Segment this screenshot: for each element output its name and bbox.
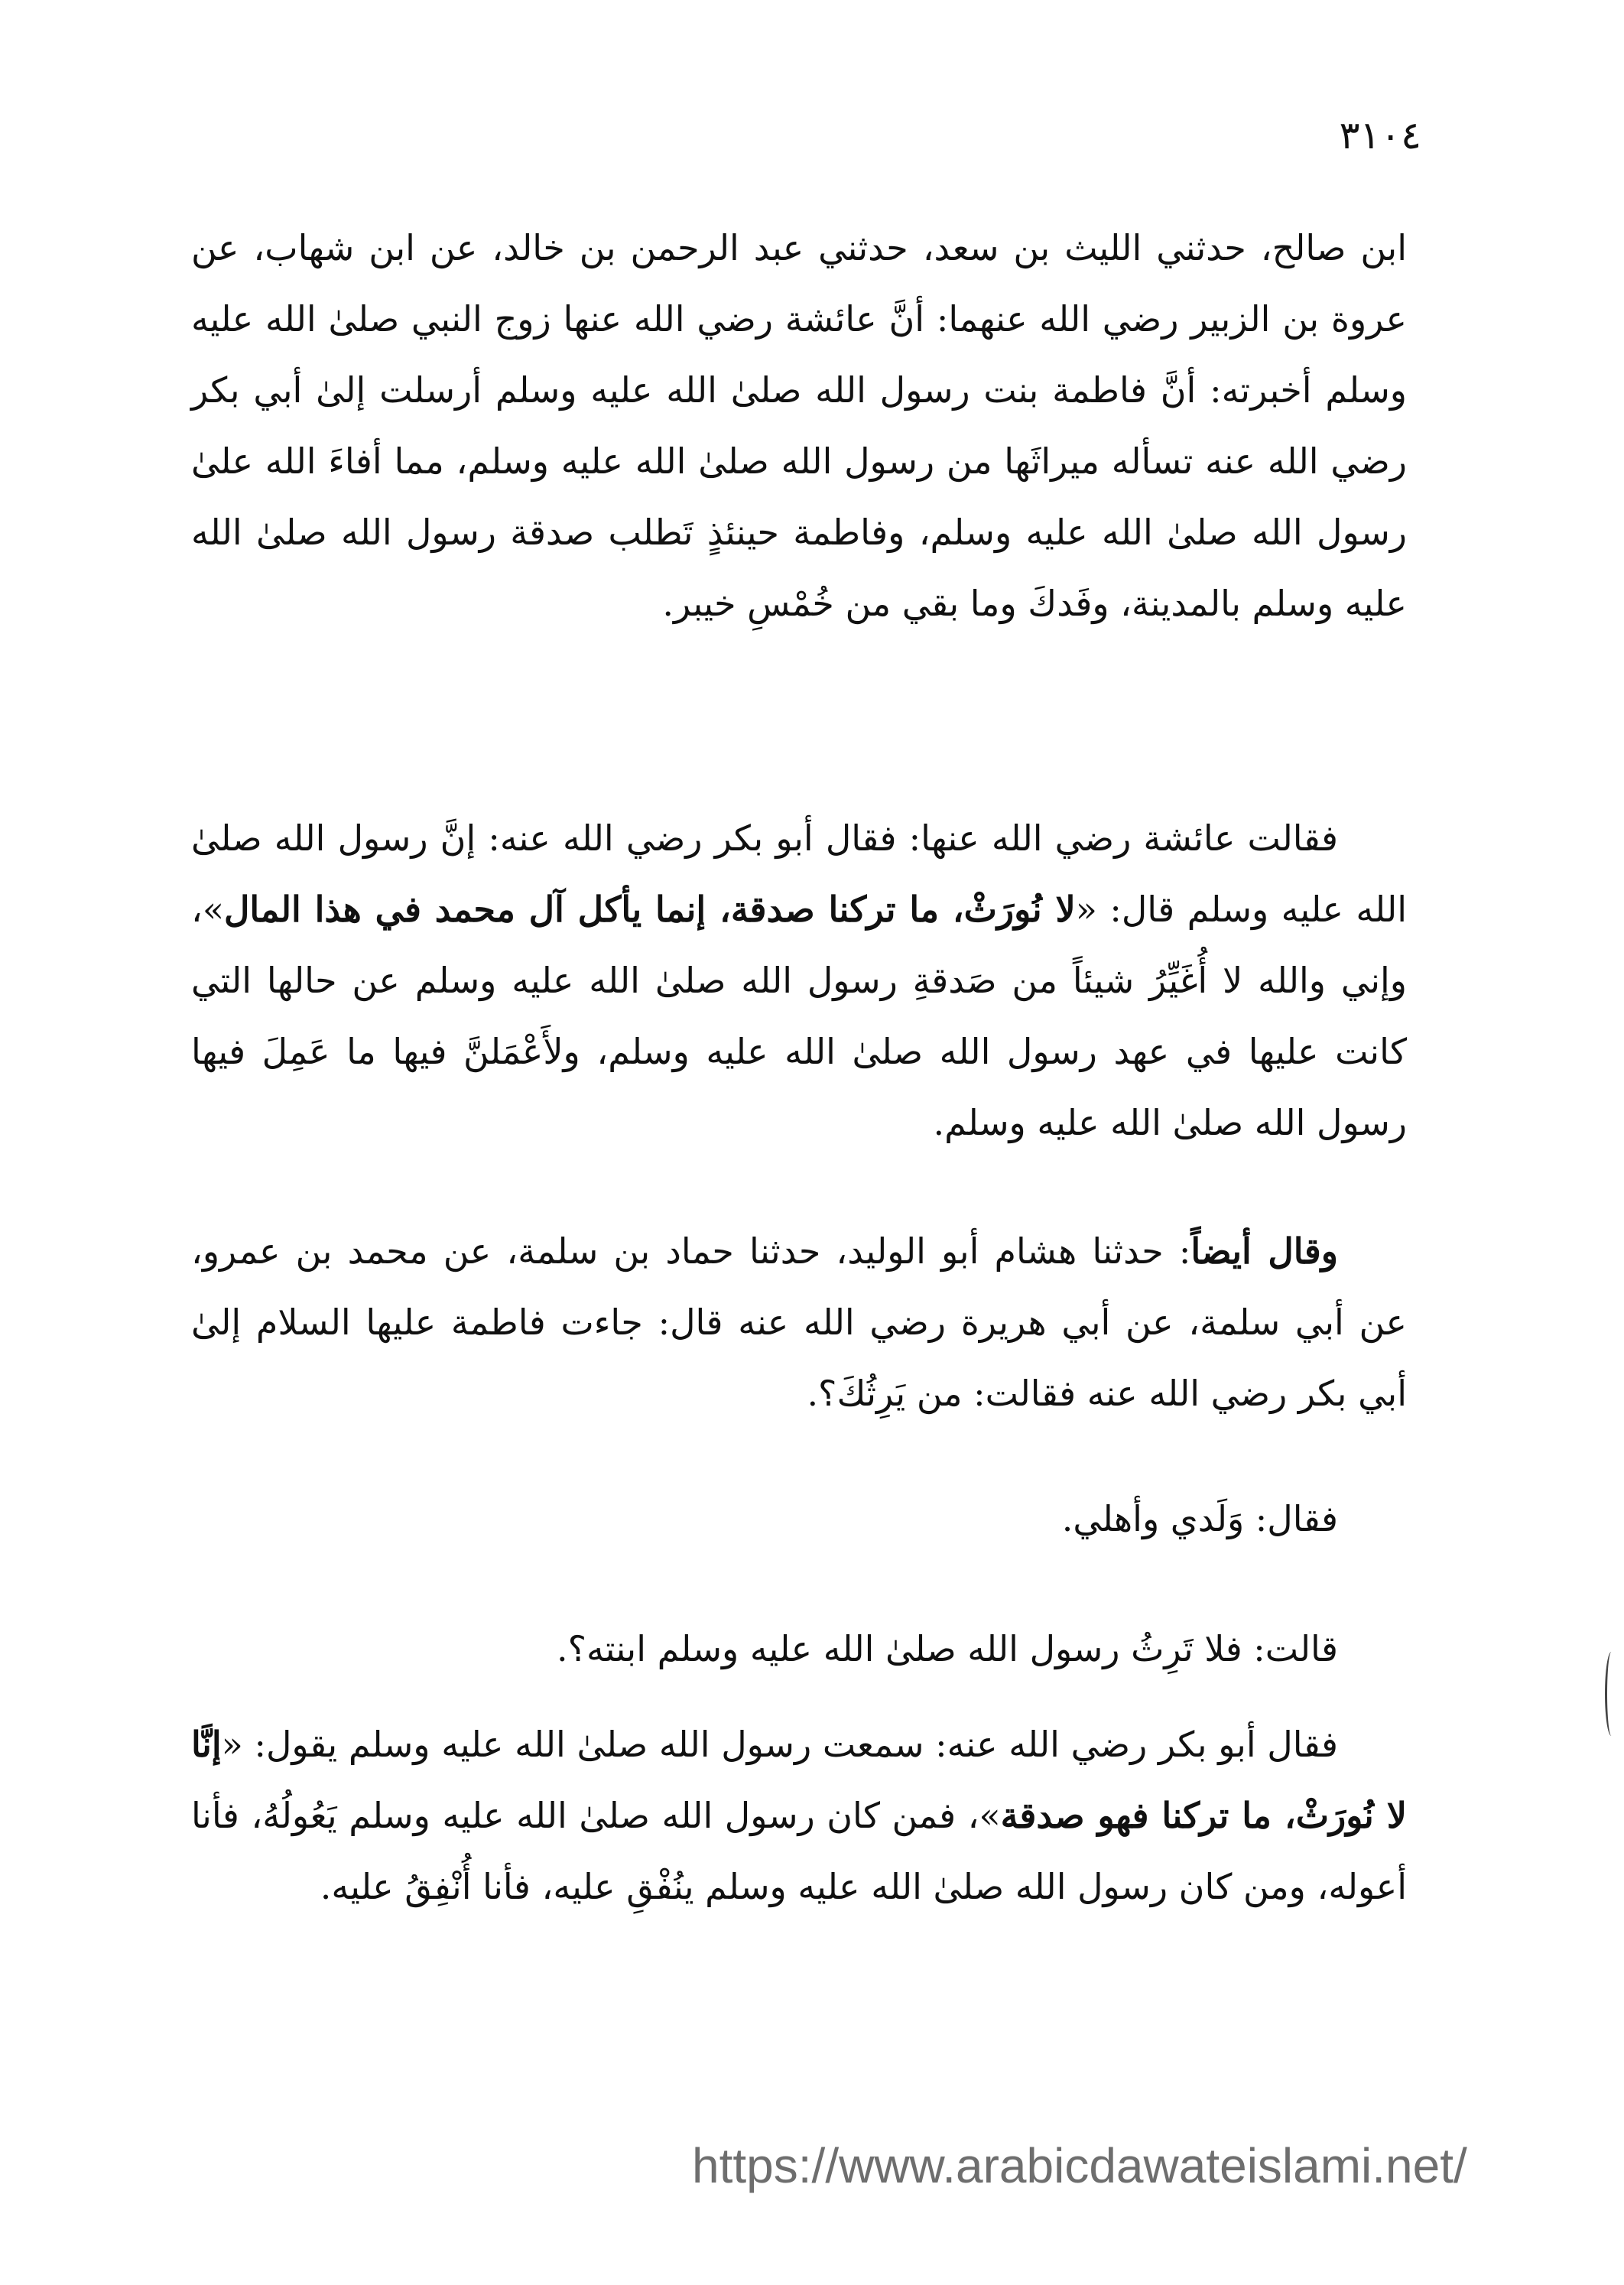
paragraph-second-narration [191, 1216, 1407, 1429]
text-segment: فقال أبو بكر رضي الله عنه: سمعت رسول الله صلىٰ الله عليه وسلم يقول: « [221, 1724, 1338, 1765]
paragraph-reply-family [191, 1484, 1407, 1555]
text-segment: »، فمن كان رسول الله صلىٰ الله عليه وسلم يَعُولُهُ، فأنا أعوله، ومن كان رسول الله صلىٰ الله عليه وسلم ينُفْقِ عليه، فأنا أُنْفِقُ عليه. [191, 1795, 1407, 1907]
paragraph-abu-bakr-reply [191, 803, 1407, 1159]
paragraph-fatima-question [191, 1614, 1407, 1685]
hadith-quote-bold: لا نُورَثْ، ما تركنا صدقة، إنما يأكل آل محمد في هذا المال [224, 889, 1076, 930]
paragraph-text: قالت: فلا تَرِثُ رسول الله صلىٰ الله عليه وسلم ابنته؟. [556, 1628, 1338, 1669]
watermark-url: https://www.arabicdawateislami.net/ [692, 2138, 1467, 2193]
text-segment: : حدثنا هشام أبو الوليد، حدثنا حماد بن سلمة، عن محمد بن عمرو، عن أبي سلمة، عن أبي هريرة رضي الله عنه قال: جاءت فاطمة عليها السلام إلىٰ أبي بكر رضي الله عنه فقالت: من يَرِثُكَ؟. [191, 1230, 1407, 1414]
heading-bold-phrase: وقال أيضاً [1190, 1230, 1338, 1272]
paragraph-text: ابن صالح، حدثني الليث بن سعد، حدثني عبد الرحمن بن خالد، عن ابن شهاب، عن عروة بن الزبير رضي الله عنهما: أنَّ عائشة رضي الله عنها زوج النبي صلىٰ الله عليه وسلم أخبرته: أنَّ فاطمة بنت رسول الله صلىٰ الله عليه وسلم أرسلت إلىٰ أبي بكر رضي الله عنه تسأله ميراثَها من رسول الله صلىٰ الله عليه وسلم، مما أفاءَ الله علىٰ رسول الله صلىٰ الله عليه وسلم، وفاطمة حينئذٍ تَطلب صدقة رسول الله صلىٰ الله عليه وسلم بالمدينة، وفَدكَ وما بقي من خُمْسِ خيبر. [191, 227, 1407, 624]
paragraph-abu-bakr-final [191, 1709, 1407, 1923]
text-segment: فقالت عائشة رضي الله عنها: فقال أبو بكر رضي الله عنه: إنَّ رسول الله صلىٰ الله عليه وسلم قال: « [191, 817, 1408, 930]
hadith-quote-bold: إنَّا لا نُورَثْ، ما تركنا فهو صدقة [191, 1724, 1408, 1836]
paragraph-text: فقال: وَلَدي وأهلي. [1061, 1498, 1338, 1539]
page-number: ٣١٠٤ [1339, 113, 1421, 158]
page-edge-mark [1605, 1652, 1618, 1736]
paragraph-text [191, 1216, 1407, 1429]
paragraph-text [191, 1709, 1407, 1923]
paragraph-text [191, 803, 1407, 1159]
text-segment: »، وإني والله لا أُغَيِّرُ شيئاً من صَدقةِ رسول الله صلىٰ الله عليه وسلم عن حالها التي كانت عليها في عهد رسول الله صلىٰ الله عليه وسلم، ولأَعْمَلنَّ فيها ما عَمِلَ فيها رسول الله صلىٰ الله عليه وسلم. [191, 889, 1407, 1143]
paragraph-chain-of-narration [191, 213, 1407, 639]
